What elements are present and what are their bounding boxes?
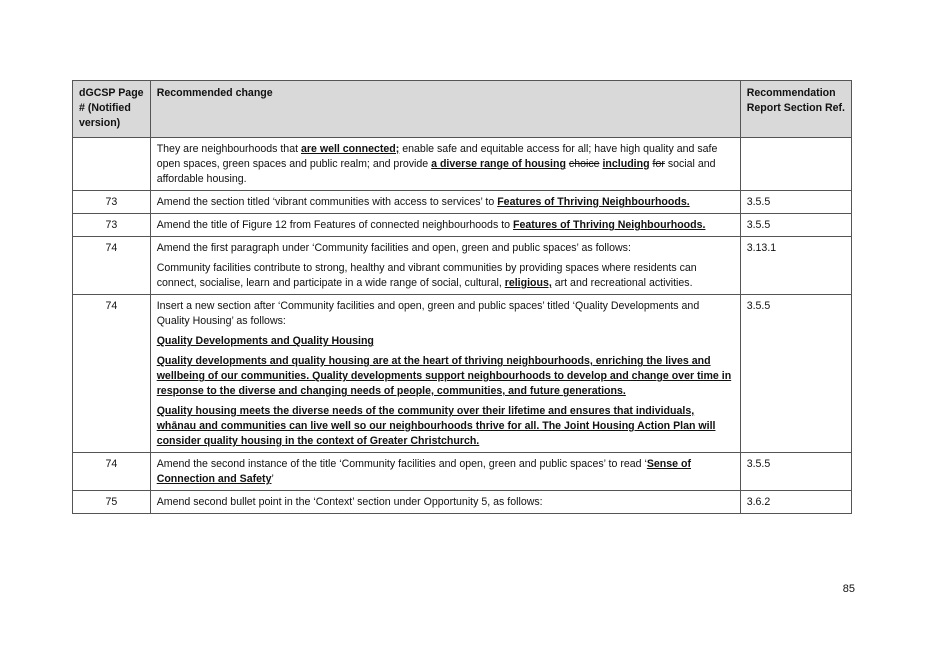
table-row <box>73 191 852 214</box>
text: social and affordable housing. <box>156 158 716 185</box>
text: Amend second bullet point in the ‘Context’ section under Opportunity 5, as follows: <box>156 496 543 508</box>
paragraph: Quality developments and quality housing are at the heart of thriving neighbourhoods, enriching the lives and wellbeing of our communities. Quality developments support neighbourhoods to develop and change over time in response to the diverse and changing needs of people, communities, and future generations. <box>156 355 732 397</box>
bold-underline-text: religious, <box>504 277 552 289</box>
recommendations-table <box>72 80 852 514</box>
cell-change <box>150 191 740 214</box>
bold-underline-text: Features of Thriving Neighbourhoods. <box>497 196 690 208</box>
cell-page: 75 <box>73 491 151 514</box>
bold-underline-text: are well connected; <box>300 143 400 155</box>
table-row <box>73 214 852 237</box>
cell-ref <box>740 138 851 191</box>
cell-page: 73 <box>73 191 151 214</box>
cell-change <box>150 138 740 191</box>
cell-change <box>150 453 740 491</box>
table-row <box>73 237 852 295</box>
paragraph <box>157 261 734 291</box>
bold-underline-text: Sense of Connection and Safety <box>156 458 691 485</box>
strikethrough-text: for <box>652 158 665 170</box>
bold-underline-text: including <box>602 158 650 170</box>
table-row <box>73 491 852 514</box>
text: enable safe and equitable access for all; have high quality and safe open spaces, green spaces and public realm; and provide <box>156 143 718 170</box>
section-heading: Quality Developments and Quality Housing <box>156 335 374 347</box>
cell-change <box>150 214 740 237</box>
cell-ref: 3.5.5 <box>740 214 851 237</box>
header-ref: Recommendation Report Section Ref. <box>740 81 851 138</box>
cell-ref: 3.5.5 <box>740 295 851 453</box>
cell-change <box>150 237 740 295</box>
text: ’ <box>271 473 274 485</box>
cell-change <box>150 491 740 514</box>
cell-ref: 3.5.5 <box>740 191 851 214</box>
table-row <box>73 138 852 191</box>
table-header-row <box>73 81 852 138</box>
cell-page: 74 <box>73 295 151 453</box>
bold-underline-text: Features of Thriving Neighbourhoods. <box>512 219 706 231</box>
cell-page <box>73 138 151 191</box>
cell-change <box>150 295 740 453</box>
text: Community facilities contribute to strong, healthy and vibrant communities by providing spaces where residents can connect, socialise, learn and participate in a wide range of social, cultural, <box>156 262 697 289</box>
header-change: Recommended change <box>150 81 740 138</box>
strikethrough-text: choice <box>568 158 600 170</box>
paragraph: Quality housing meets the diverse needs of the community over their lifetime and ensures that individuals, whānau and communities can live well so our neighbourhoods thrive for all. The Joint Housing Action Plan will consider quality housing in the context of Greater Christchurch. <box>156 405 716 447</box>
page-number: 85 <box>842 583 855 595</box>
cell-ref: 3.13.1 <box>740 237 851 295</box>
paragraph: Insert a new section after ‘Community facilities and open, green and public spaces’ titled ‘Quality Developments and Quality Housing’ as follows: <box>156 300 700 327</box>
paragraph: Amend the first paragraph under ‘Community facilities and open, green and public spaces’ as follows: <box>156 242 631 254</box>
bold-underline-text: a diverse range of housing <box>431 158 566 170</box>
cell-page: 74 <box>73 453 151 491</box>
text: art and recreational activities. <box>551 277 693 289</box>
text: They are neighbourhoods that <box>156 143 301 155</box>
cell-page: 73 <box>73 214 151 237</box>
cell-ref: 3.6.2 <box>740 491 851 514</box>
table-row <box>73 295 852 453</box>
text: Amend the section titled ‘vibrant communities with access to services’ to <box>156 196 498 208</box>
text: Amend the second instance of the title ‘Community facilities and open, green and public spaces’ to read ‘ <box>156 458 647 470</box>
header-page: dGCSP Page # (Notified version) <box>73 81 151 138</box>
table-row <box>73 453 852 491</box>
text: Amend the title of Figure 12 from Features of connected neighbourhoods to <box>156 219 513 231</box>
cell-page: 74 <box>73 237 151 295</box>
cell-ref: 3.5.5 <box>740 453 851 491</box>
